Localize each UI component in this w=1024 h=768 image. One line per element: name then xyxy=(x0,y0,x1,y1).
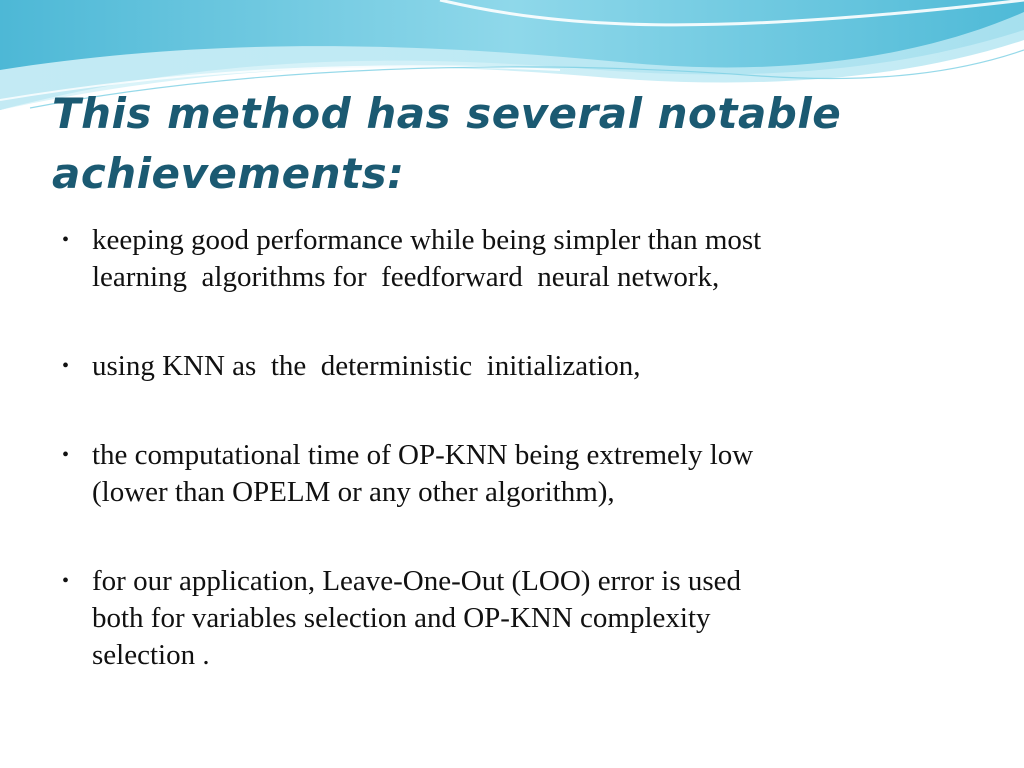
bullet-3-line-1: the computational time of OP-KNN being extremely low xyxy=(92,439,754,471)
bullet-1-line-1: keeping good performance while being simpler than most xyxy=(92,224,762,256)
bullet-dot-icon: • xyxy=(62,444,70,466)
slide-title xyxy=(52,84,952,204)
bullet-dot-icon: • xyxy=(62,570,70,592)
bullet-list xyxy=(62,222,962,726)
bullet-item-1 xyxy=(62,222,962,296)
slide-title-line-2: achievements: xyxy=(52,149,405,198)
bullet-4-line-2: both for variables selection and OP-KNN complexity xyxy=(92,602,711,634)
bullet-item-3 xyxy=(62,437,962,511)
bullet-1-line-2: learning algorithms for feedforward neural network, xyxy=(92,261,720,293)
bullet-4-line-1: for our application, Leave-One-Out (LOO) error is used xyxy=(92,565,742,597)
bullet-item-4 xyxy=(62,563,962,674)
bullet-2-line-1: using KNN as the deterministic initialization, xyxy=(92,350,641,382)
bullet-3-line-2: (lower than OPELM or any other algorithm), xyxy=(92,476,615,508)
bullet-dot-icon: • xyxy=(62,355,70,377)
bullet-item-2 xyxy=(62,348,962,385)
bullet-dot-icon: • xyxy=(62,229,70,251)
slide-title-line-1: This method has several notable xyxy=(52,89,842,138)
bullet-4-line-3: selection . xyxy=(92,639,210,671)
